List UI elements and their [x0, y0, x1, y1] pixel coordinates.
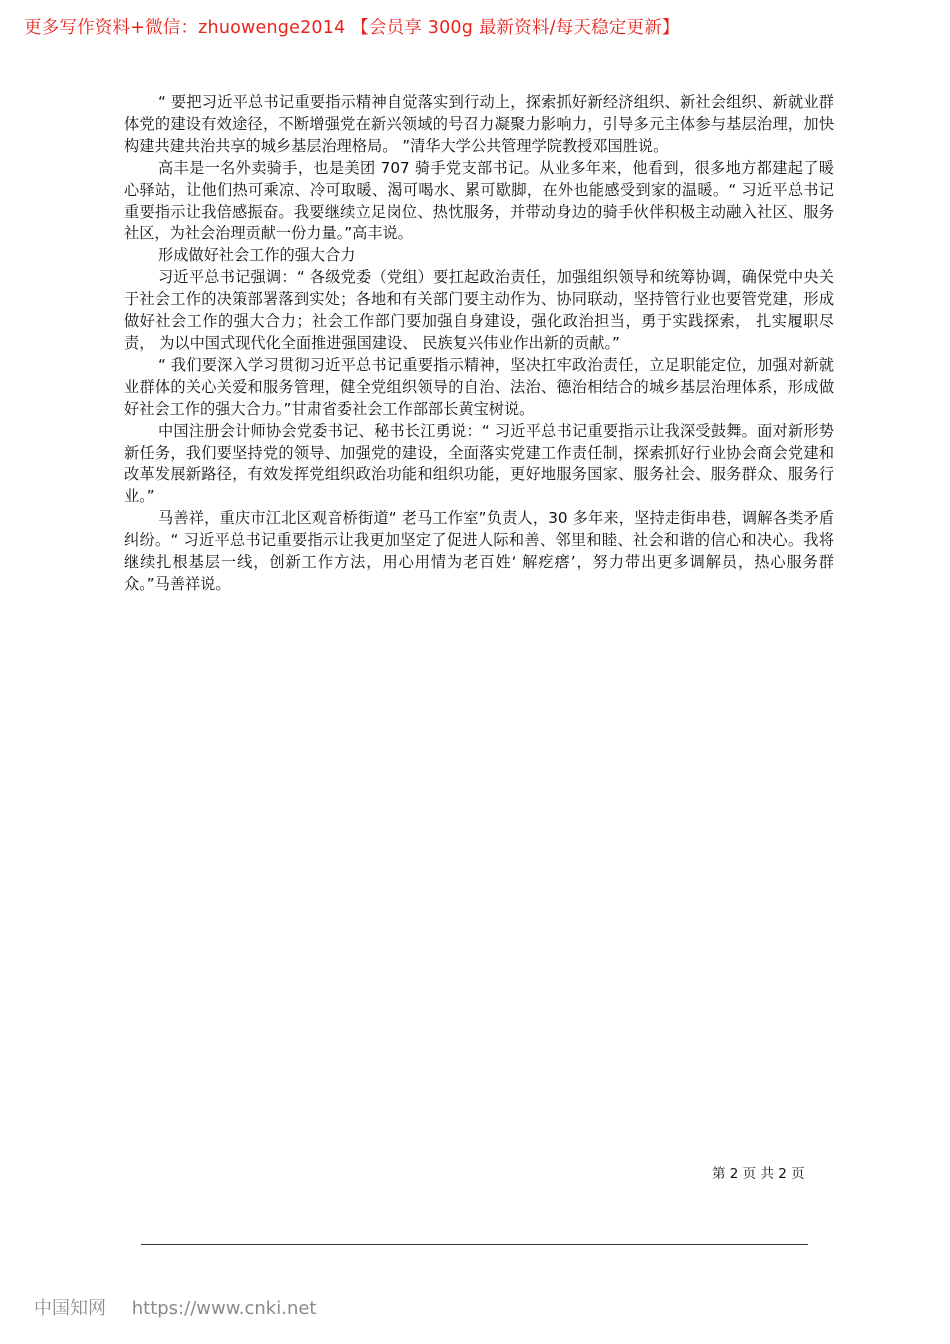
paragraph: 中国注册会计师协会党委书记、秘书长江勇说：“ 习近平总书记重要指示让我深受鼓舞。面对新形势新任务，我们要坚持党的领导、加强党的建设，全面落实党建工作责任制，探索抓好行业协会商会党建和改革发展新路径，有效发挥党组织政治功能和组织功能，更好地服务国家、服务社会、服务群众、服务行业。”	[124, 421, 834, 506]
section-heading: 形成做好社会工作的强大合力	[158, 246, 356, 265]
paragraph: 习近平总书记强调：“ 各级党委（党组）要扛起政治责任，加强组织领导和统筹协调，确保党中央关于社会工作的决策部署落到实处；各地和有关部门要主动作为、协同联动，坚持管行业也要管党建，形成做好社会工作的强大合力；社会工作部门要加强自身建设，强化政治担当，勇于实践探索， 扎实履职尽责， 为以中国式现代化全面推进强国建设、 民族复兴伟业作出新的贡献。”	[124, 268, 834, 352]
page-number: 第 2 页 共 2 页	[712, 1166, 805, 1182]
paragraph: “ 要把习近平总书记重要指示精神自觉落实到行动上，探索抓好新经济组织、新社会组织、新就业群体党的建设有效途径，不断增强党在新兴领域的号召力凝聚力影响力，引导多元主体参与基层治理，加快构建共建共治共享的城乡基层治理格局。 ”清华大学公共管理学院教授邓国胜说。	[124, 93, 834, 155]
watermark-url: https://www.cnki.net	[131, 1298, 317, 1319]
cnki-watermark	[34, 1294, 316, 1320]
paragraph: 马善祥，重庆市江北区观音桥街道“ 老马工作室”负责人，30 多年来，坚持走街串巷，调解各类矛盾纠纷。“ 习近平总书记重要指示让我更加坚定了促进人际和善、邻里和睦、社会和谐的信心和决心。我将继续扎根基层一线，创新工作方法，用心用情为老百姓‘ 解疙瘩’，努力带出更多调解员，热心服务群众。”马善祥说。	[124, 509, 834, 593]
promo-banner: 更多写作资料+微信：zhuowenge2014 【会员享 300g 最新资料/每天稳定更新】	[24, 18, 680, 38]
article-body	[124, 92, 834, 596]
paragraph: 高丰是一名外卖骑手，也是美团 707 骑手党支部书记。从业多年来，他看到，很多地方都建起了暖心驿站，让他们热可乘凉、冷可取暖、渴可喝水、累可歇脚，在外也能感受到家的温暖。“ 习近平总书记重要指示让我倍感振奋。我要继续立足岗位、热忱服务，并带动身边的骑手伙伴积极主动融入社区、服务社区，为社会治理贡献一份力量。”高丰说。	[124, 158, 834, 243]
footer-divider	[141, 1244, 808, 1245]
watermark-brand: 中国知网	[34, 1298, 106, 1319]
paragraph: “ 我们要深入学习贯彻习近平总书记重要指示精神，坚决扛牢政治责任，立足职能定位，加强对新就业群体的关心关爱和服务管理，健全党组织领导的自治、法治、德治相结合的城乡基层治理体系，形成做好社会工作的强大合力。”甘肃省委社会工作部部长黄宝树说。	[124, 355, 834, 418]
